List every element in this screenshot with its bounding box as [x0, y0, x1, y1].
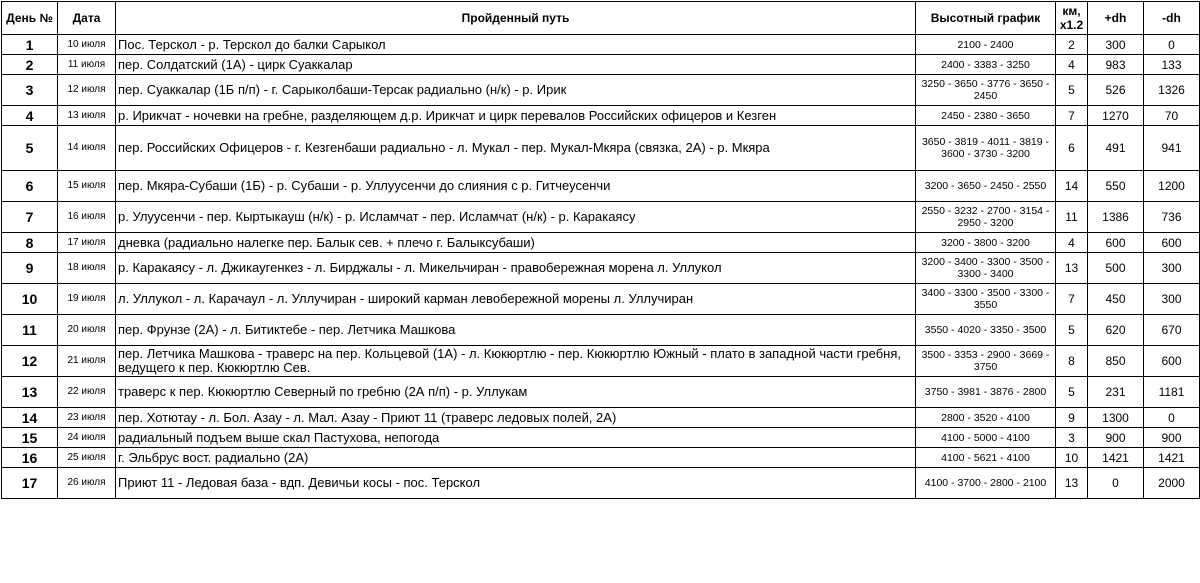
cell-down: 0 [1144, 408, 1200, 428]
cell-date: 24 июля [58, 428, 116, 448]
header-km: км, х1.2 [1056, 2, 1088, 35]
cell-altitude: 3200 - 3400 - 3300 - 3500 - 3300 - 3400 [916, 253, 1056, 284]
cell-up: 620 [1088, 315, 1144, 346]
cell-date: 10 июля [58, 35, 116, 55]
cell-altitude: 4100 - 5621 - 4100 [916, 448, 1056, 468]
cell-up: 983 [1088, 55, 1144, 75]
table-row [2, 448, 1200, 468]
cell-day: 3 [2, 75, 58, 106]
cell-down: 736 [1144, 202, 1200, 233]
cell-day: 11 [2, 315, 58, 346]
cell-day: 7 [2, 202, 58, 233]
cell-altitude: 2400 - 3383 - 3250 [916, 55, 1056, 75]
cell-date: 19 июля [58, 284, 116, 315]
cell-down: 600 [1144, 346, 1200, 377]
cell-up: 850 [1088, 346, 1144, 377]
cell-day: 14 [2, 408, 58, 428]
cell-km: 13 [1056, 468, 1088, 499]
header-down: -dh [1144, 2, 1200, 35]
cell-path: р. Ирикчат - ночевки на гребне, разделяющем д.р. Ирикчат и цирк перевалов Российских офицеров и Кезген [116, 106, 916, 126]
cell-altitude: 2550 - 3232 - 2700 - 3154 - 2950 - 3200 [916, 202, 1056, 233]
table-row [2, 75, 1200, 106]
cell-down: 133 [1144, 55, 1200, 75]
table-row [2, 202, 1200, 233]
cell-up: 550 [1088, 171, 1144, 202]
cell-km: 13 [1056, 253, 1088, 284]
cell-path: Пос. Терскол - р. Терскол до балки Сарыкол [116, 35, 916, 55]
cell-altitude: 4100 - 5000 - 4100 [916, 428, 1056, 448]
cell-date: 17 июля [58, 233, 116, 253]
cell-km: 7 [1056, 106, 1088, 126]
cell-path: р. Каракаясу - л. Джикаугенкез - л. Бирджалы - л. Микельчиран - правобережная морена л. Уллукол [116, 253, 916, 284]
cell-down: 300 [1144, 253, 1200, 284]
cell-down: 900 [1144, 428, 1200, 448]
cell-up: 600 [1088, 233, 1144, 253]
cell-up: 450 [1088, 284, 1144, 315]
cell-day: 2 [2, 55, 58, 75]
cell-date: 21 июля [58, 346, 116, 377]
table-row [2, 35, 1200, 55]
cell-path: пер. Хотютау - л. Бол. Азау - л. Мал. Азау - Приют 11 (траверс ледовых полей, 2А) [116, 408, 916, 428]
cell-date: 22 июля [58, 377, 116, 408]
table-row [2, 346, 1200, 377]
cell-date: 18 июля [58, 253, 116, 284]
cell-day: 13 [2, 377, 58, 408]
cell-down: 1326 [1144, 75, 1200, 106]
cell-day: 16 [2, 448, 58, 468]
cell-path: пер. Летчика Машкова - траверс на пер. Кольцевой (1А) - л. Кюкюртлю - пер. Кюкюртлю Южный - плато в западной части гребня, ведущего к пер. Кюкюртлю Сев. [116, 346, 916, 377]
cell-path: г. Эльбрус вост. радиально (2А) [116, 448, 916, 468]
cell-up: 1300 [1088, 408, 1144, 428]
cell-km: 4 [1056, 233, 1088, 253]
cell-date: 12 июля [58, 75, 116, 106]
cell-path: пер. Солдатский (1А) - цирк Суаккалар [116, 55, 916, 75]
cell-km: 5 [1056, 377, 1088, 408]
cell-path: Приют 11 - Ледовая база - вдп. Девичьи косы - пос. Терскол [116, 468, 916, 499]
header-row [2, 2, 1200, 35]
cell-up: 1386 [1088, 202, 1144, 233]
cell-up: 0 [1088, 468, 1144, 499]
cell-altitude: 2800 - 3520 - 4100 [916, 408, 1056, 428]
cell-date: 11 июля [58, 55, 116, 75]
cell-path: пер. Суаккалар (1Б п/п) - г. Сарыколбаши-Терсак радиально (н/к) - р. Ирик [116, 75, 916, 106]
table-row [2, 55, 1200, 75]
cell-km: 10 [1056, 448, 1088, 468]
cell-path: л. Уллукол - л. Карачаул - л. Уллучиран - широкий карман левобережной морены л. Уллучиран [116, 284, 916, 315]
cell-day: 15 [2, 428, 58, 448]
cell-altitude: 2450 - 2380 - 3650 [916, 106, 1056, 126]
cell-km: 14 [1056, 171, 1088, 202]
cell-up: 1421 [1088, 448, 1144, 468]
cell-down: 1181 [1144, 377, 1200, 408]
cell-up: 526 [1088, 75, 1144, 106]
cell-altitude: 3200 - 3800 - 3200 [916, 233, 1056, 253]
cell-day: 12 [2, 346, 58, 377]
cell-km: 2 [1056, 35, 1088, 55]
cell-day: 4 [2, 106, 58, 126]
table-row [2, 106, 1200, 126]
cell-path: пер. Мкяра-Субаши (1Б) - р. Субаши - р. Уллуусенчи до слияния с р. Гитчеусенчи [116, 171, 916, 202]
cell-up: 1270 [1088, 106, 1144, 126]
cell-km: 11 [1056, 202, 1088, 233]
cell-up: 300 [1088, 35, 1144, 55]
cell-date: 13 июля [58, 106, 116, 126]
cell-altitude: 3750 - 3981 - 3876 - 2800 [916, 377, 1056, 408]
table-row [2, 315, 1200, 346]
table-row [2, 233, 1200, 253]
cell-down: 941 [1144, 126, 1200, 171]
itinerary-table [1, 1, 1200, 499]
cell-path: пер. Фрунзе (2А) - л. Битиктебе - пер. Летчика Машкова [116, 315, 916, 346]
table-row [2, 428, 1200, 448]
cell-day: 8 [2, 233, 58, 253]
cell-down: 600 [1144, 233, 1200, 253]
cell-path: дневка (радиально налегке пер. Балык сев. + плечо г. Балыксубаши) [116, 233, 916, 253]
cell-date: 25 июля [58, 448, 116, 468]
cell-date: 16 июля [58, 202, 116, 233]
cell-path: радиальный подъем выше скал Пастухова, непогода [116, 428, 916, 448]
cell-up: 500 [1088, 253, 1144, 284]
cell-km: 5 [1056, 75, 1088, 106]
cell-down: 300 [1144, 284, 1200, 315]
cell-path: р. Улуусенчи - пер. Кыртыкауш (н/к) - р. Исламчат - пер. Исламчат (н/к) - р. Каракаясу [116, 202, 916, 233]
cell-up: 900 [1088, 428, 1144, 448]
table-row [2, 126, 1200, 171]
cell-km: 9 [1056, 408, 1088, 428]
cell-altitude: 2100 - 2400 [916, 35, 1056, 55]
cell-date: 14 июля [58, 126, 116, 171]
cell-up: 491 [1088, 126, 1144, 171]
table-row [2, 408, 1200, 428]
cell-down: 1421 [1144, 448, 1200, 468]
table-row [2, 253, 1200, 284]
cell-down: 2000 [1144, 468, 1200, 499]
cell-altitude: 3650 - 3819 - 4011 - 3819 - 3600 - 3730 - 3200 [916, 126, 1056, 171]
cell-altitude: 3500 - 3353 - 2900 - 3669 - 3750 [916, 346, 1056, 377]
header-date: Дата [58, 2, 116, 35]
cell-up: 231 [1088, 377, 1144, 408]
cell-down: 0 [1144, 35, 1200, 55]
cell-down: 670 [1144, 315, 1200, 346]
header-day: День № [2, 2, 58, 35]
table-row [2, 171, 1200, 202]
cell-km: 6 [1056, 126, 1088, 171]
cell-km: 8 [1056, 346, 1088, 377]
cell-altitude: 3200 - 3650 - 2450 - 2550 [916, 171, 1056, 202]
table-row [2, 377, 1200, 408]
header-altitude: Высотный график [916, 2, 1056, 35]
cell-path: пер. Российских Офицеров - г. Кезгенбаши радиально - л. Мукал - пер. Мукал-Мкяра (связка, 2А) - р. Мкяра [116, 126, 916, 171]
cell-day: 1 [2, 35, 58, 55]
cell-day: 9 [2, 253, 58, 284]
cell-day: 10 [2, 284, 58, 315]
cell-date: 23 июля [58, 408, 116, 428]
cell-day: 6 [2, 171, 58, 202]
cell-down: 1200 [1144, 171, 1200, 202]
cell-down: 70 [1144, 106, 1200, 126]
cell-km: 3 [1056, 428, 1088, 448]
cell-day: 17 [2, 468, 58, 499]
cell-date: 26 июля [58, 468, 116, 499]
cell-km: 7 [1056, 284, 1088, 315]
cell-altitude: 3250 - 3650 - 3776 - 3650 - 2450 [916, 75, 1056, 106]
cell-date: 15 июля [58, 171, 116, 202]
table-row [2, 468, 1200, 499]
cell-path: траверс к пер. Кюкюртлю Северный по гребню (2А п/п) - р. Уллукам [116, 377, 916, 408]
cell-date: 20 июля [58, 315, 116, 346]
cell-altitude: 3550 - 4020 - 3350 - 3500 [916, 315, 1056, 346]
header-path: Пройденный путь [116, 2, 916, 35]
cell-day: 5 [2, 126, 58, 171]
cell-km: 4 [1056, 55, 1088, 75]
header-up: +dh [1088, 2, 1144, 35]
cell-altitude: 3400 - 3300 - 3500 - 3300 - 3550 [916, 284, 1056, 315]
table-row [2, 284, 1200, 315]
cell-km: 5 [1056, 315, 1088, 346]
cell-altitude: 4100 - 3700 - 2800 - 2100 [916, 468, 1056, 499]
